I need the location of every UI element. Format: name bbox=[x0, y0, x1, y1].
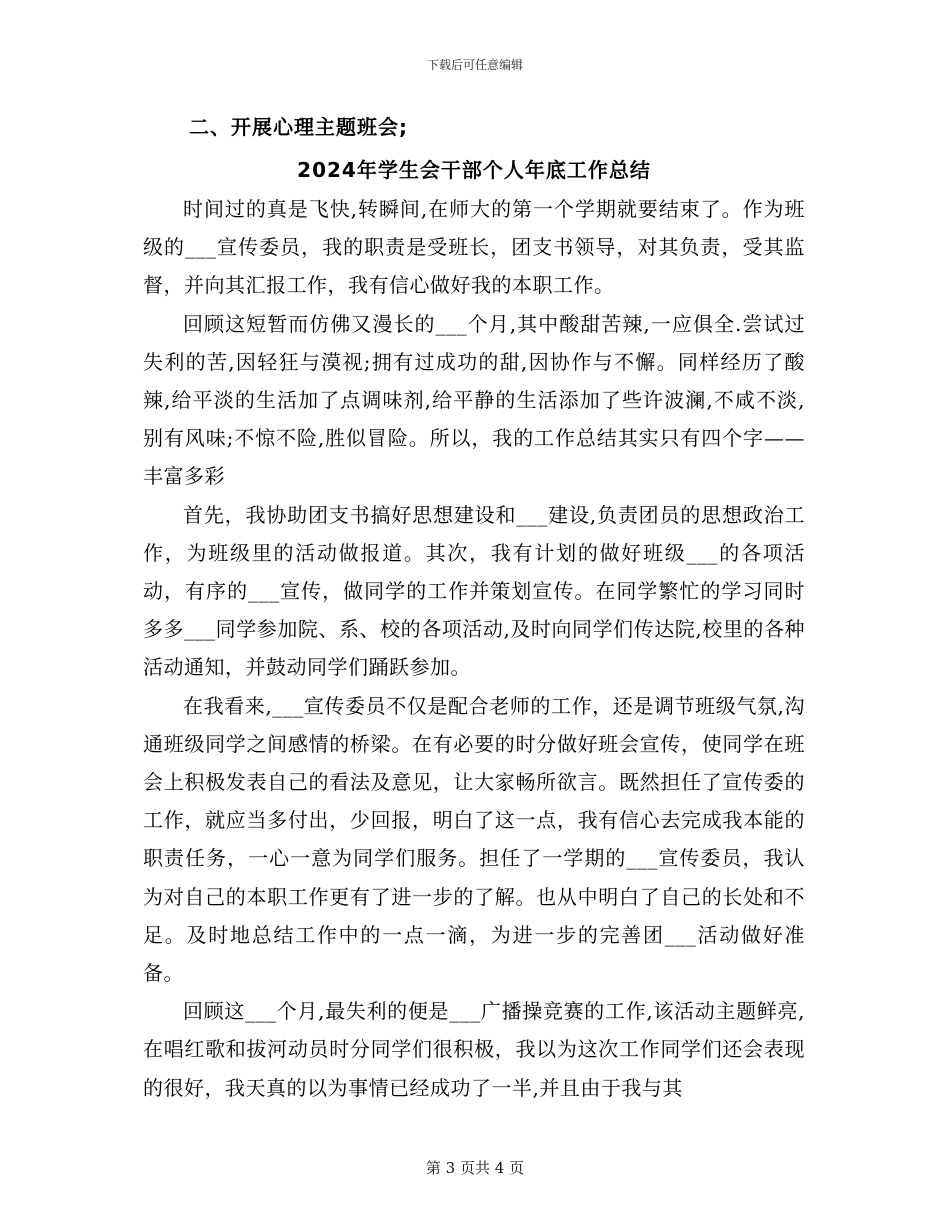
section-heading: 二、开展心理主题班会; bbox=[189, 115, 408, 139]
paragraph: 时间过的真是飞快,转瞬间,在师大的第一个学期就要结束了。作为班级的___宣传委员，我的职责是受班长，团支书领导，对其负责，受其监督，并向其汇报工作，我有信心做好我的本职工作。 bbox=[143, 197, 805, 298]
paragraph: 回顾这___个月,最失利的便是___广播操竞赛的工作,该活动主题鲜亮,在唱红歌和拔河动员时分同学们很积极，我以为这次工作同学们还会表现的很好，我天真的以为事情已经成功了一半,并且由于我与其 bbox=[143, 999, 805, 1100]
document-body bbox=[143, 104, 805, 1107]
page-footer: 第 3 页共 4 页 bbox=[425, 1159, 525, 1177]
page-header: 下载后可任意编辑 bbox=[426, 58, 523, 72]
paragraph: 回顾这短暂而仿佛又漫长的___个月,其中酸甜苦辣,一应俱全.尝试过失利的苦,因轻狂与漠视;拥有过成功的甜,因协作与不懈。同样经历了酸辣,给平淡的生活加了点调味剂,给平静的生活添加了些许波澜,不咸不淡,别有风味;不惊不险,胜似冒险。所以，我的工作总结其实只有四个字——丰富多彩 bbox=[143, 311, 805, 489]
document-title: 2024年学生会干部个人年底工作总结 bbox=[297, 158, 651, 182]
paragraph: 在我看来,___宣传委员不仅是配合老师的工作，还是调节班级气氛,沟通班级同学之间感情的桥梁。在有必要的时分做好班会宣传，使同学在班会上积极发表自己的看法及意见，让大家畅所欲言。既然担任了宣传委的工作，就应当多付出，少回报，明白了这一点，我有信心去完成我本能的职责任务，一心一意为同学们服务。担任了一学期的___宣传委员，我认为对自己的本职工作更有了进一步的了解。也从中明白了自己的长处和不足。及时地总结工作中的一点一滴，为进一步的完善团___活动做好准备。 bbox=[143, 693, 805, 986]
paragraph: 首先，我协助团支书搞好思想建设和___建设,负责团员的思想政治工作，为班级里的活动做报道。其次，我有计划的做好班级___的各项活动，有序的___宣传，做同学的工作并策划宣传。在同学繁忙的学习同时多多___同学参加院、系、校的各项活动,及时向同学们传达院,校里的各种活动通知，并鼓动同学们踊跃参加。 bbox=[143, 502, 805, 680]
